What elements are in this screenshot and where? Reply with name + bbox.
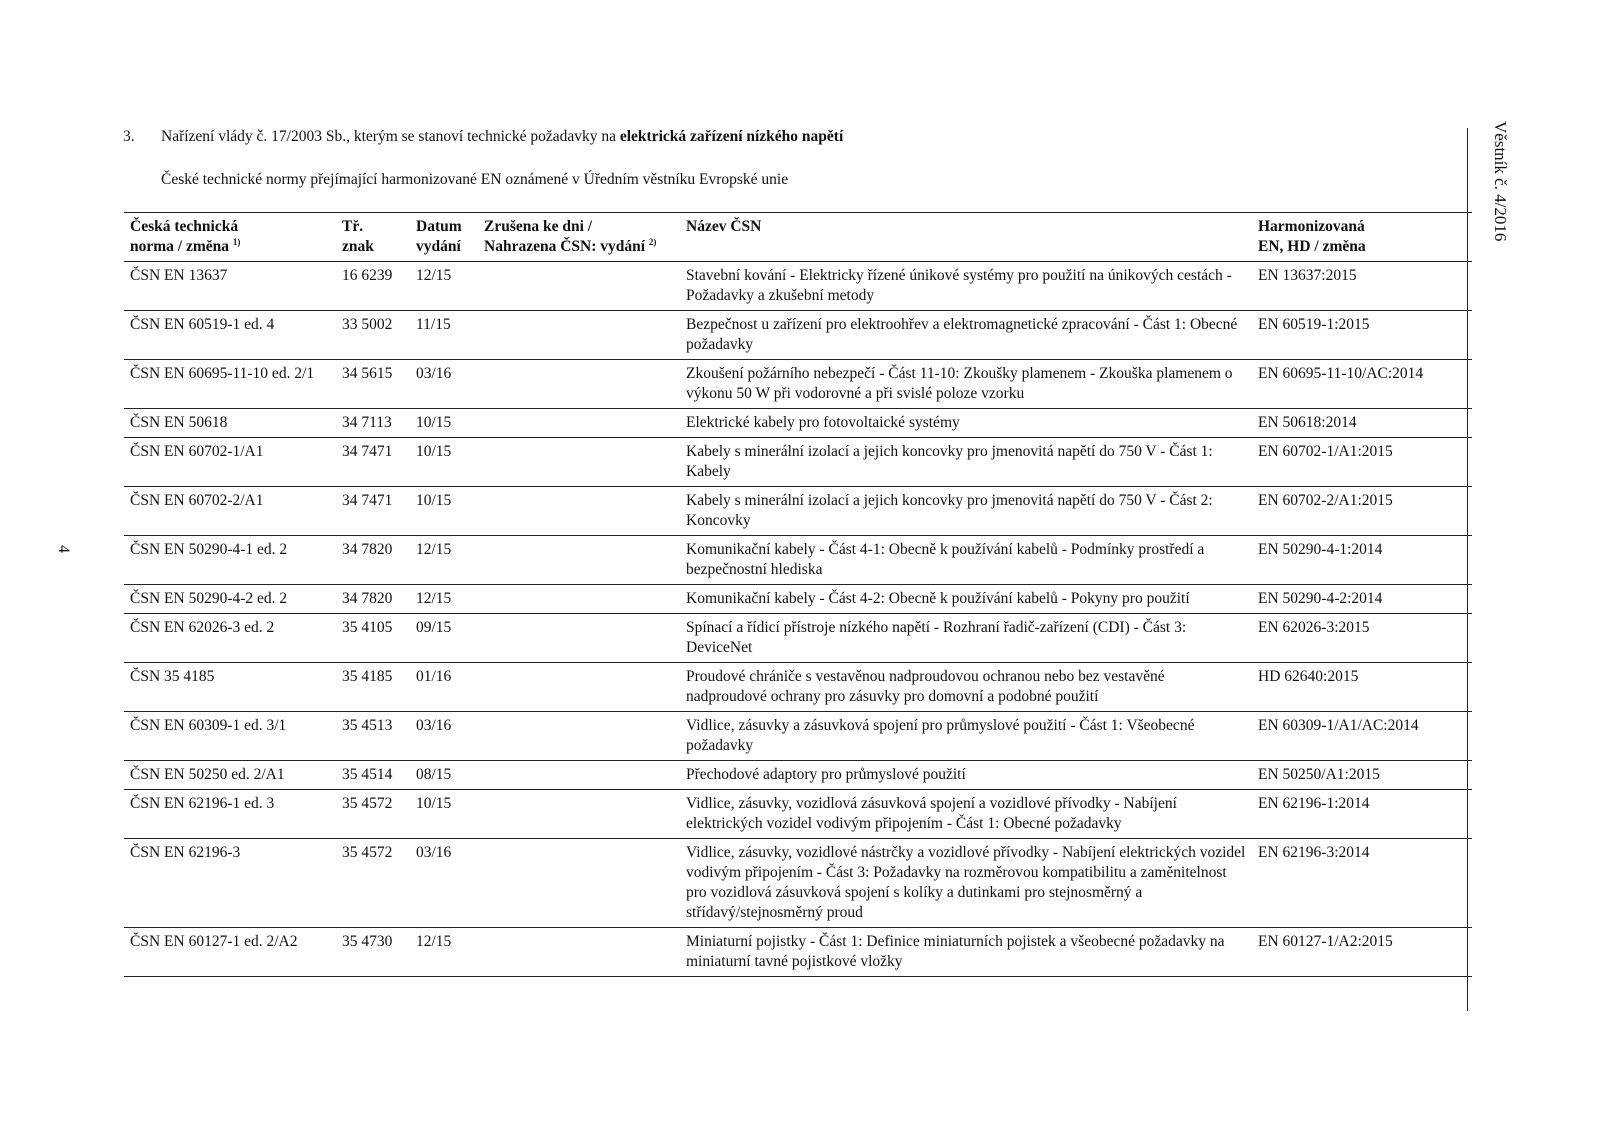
cell-datum: 10/15	[410, 487, 478, 536]
cell-harmonizovana: EN 62196-3:2014	[1252, 839, 1472, 928]
cell-harmonizovana: HD 62640:2015	[1252, 663, 1472, 712]
cell-norma: ČSN EN 62196-3	[124, 839, 336, 928]
cell-datum: 10/15	[410, 409, 478, 438]
cell-nazev: Vidlice, zásuvky, vozidlové nástrčky a vozidlové přívodky - Nabíjení elektrických vozidel vodivým připojením - Část 3: Požadavky na rozměrovou kompatibilitu a zaměnitelnost pro vozidlová zásuvková spojení s kolíky a dutinkami pro stejnosměrný a střídavý/stejnosměrný proud	[680, 839, 1252, 928]
table-row	[124, 360, 1472, 409]
cell-datum: 03/16	[410, 839, 478, 928]
cell-nazev: Kabely s minerální izolací a jejich koncovky pro jmenovitá napětí do 750 V - Část 1: Kabely	[680, 438, 1252, 487]
cell-trida: 35 4572	[336, 839, 410, 928]
cell-harmonizovana: EN 60702-1/A1:2015	[1252, 438, 1472, 487]
section-number: 3.	[123, 128, 135, 145]
header-zrusena-footnote: 2)	[648, 236, 657, 247]
header-harm-line1: Harmonizovaná	[1258, 218, 1365, 235]
cell-trida: 35 4514	[336, 761, 410, 790]
cell-nazev: Elektrické kabely pro fotovoltaické systémy	[680, 409, 1252, 438]
cell-nazev: Vidlice, zásuvky a zásuvková spojení pro průmyslové použití - Část 1: Všeobecné požadavky	[680, 712, 1252, 761]
cell-harmonizovana: EN 50618:2014	[1252, 409, 1472, 438]
table-row	[124, 663, 1472, 712]
cell-harmonizovana: EN 50290-4-2:2014	[1252, 585, 1472, 614]
table-row	[124, 438, 1472, 487]
cell-datum: 10/15	[410, 438, 478, 487]
cell-harmonizovana: EN 60695-11-10/AC:2014	[1252, 360, 1472, 409]
cell-zrusena	[478, 614, 680, 663]
cell-norma: ČSN EN 13637	[124, 262, 336, 311]
cell-nazev: Komunikační kabely - Část 4-2: Obecně k používání kabelů - Pokyny pro použití	[680, 585, 1252, 614]
cell-nazev: Stavební kování - Elektricky řízené únikové systémy pro použití na únikových cestách - Požadavky a zkušební metody	[680, 262, 1252, 311]
cell-datum: 12/15	[410, 536, 478, 585]
cell-nazev: Miniaturní pojistky - Část 1: Definice miniaturních pojistek a všeobecné požadavky na miniaturní tavné pojistkové vložky	[680, 928, 1252, 977]
cell-zrusena	[478, 839, 680, 928]
table-row	[124, 311, 1472, 360]
cell-norma: ČSN EN 62026-3 ed. 2	[124, 614, 336, 663]
page-number-text: 4	[55, 545, 72, 553]
cell-nazev: Zkoušení požárního nebezpečí - Část 11-10: Zkoušky plamenem - Zkouška plamenem o výkonu 50 W při vodorovné a při svislé poloze vzorku	[680, 360, 1252, 409]
header-datum-line1: Datum	[416, 218, 462, 235]
cell-norma: ČSN EN 60309-1 ed. 3/1	[124, 712, 336, 761]
cell-zrusena	[478, 311, 680, 360]
cell-harmonizovana: EN 13637:2015	[1252, 262, 1472, 311]
cell-zrusena	[478, 761, 680, 790]
cell-nazev: Bezpečnost u zařízení pro elektroohřev a elektromagnetické zpracování - Část 1: Obecné požadavky	[680, 311, 1252, 360]
table-row	[124, 487, 1472, 536]
cell-trida: 34 7471	[336, 487, 410, 536]
cell-zrusena	[478, 790, 680, 839]
header-norma	[124, 213, 336, 262]
table-row	[124, 536, 1472, 585]
cell-datum: 03/16	[410, 360, 478, 409]
cell-datum: 10/15	[410, 790, 478, 839]
cell-harmonizovana: EN 50290-4-1:2014	[1252, 536, 1472, 585]
cell-nazev: Vidlice, zásuvky, vozidlová zásuvková spojení a vozidlové přívodky - Nabíjení elektrických vozidel vodivým připojením - Část 1: Obecné požadavky	[680, 790, 1252, 839]
cell-trida: 34 7113	[336, 409, 410, 438]
table-row	[124, 928, 1472, 977]
cell-norma: ČSN EN 62196-1 ed. 3	[124, 790, 336, 839]
table-row	[124, 839, 1472, 928]
cell-harmonizovana: EN 60309-1/A1/AC:2014	[1252, 712, 1472, 761]
cell-harmonizovana: EN 60702-2/A1:2015	[1252, 487, 1472, 536]
cell-datum: 08/15	[410, 761, 478, 790]
header-norma-line1: Česká technická	[130, 218, 239, 235]
header-harm-line2: EN, HD / změna	[1258, 238, 1366, 255]
table-row	[124, 790, 1472, 839]
section-subheading: České technické normy přejímající harmonizované EN oznámené v Úředním věstníku Evropské unie	[161, 171, 789, 188]
header-zrusena-line2: Nahrazena ČSN: vydání	[484, 238, 646, 255]
cell-nazev: Komunikační kabely - Část 4-1: Obecně k používání kabelů - Podmínky prostředí a bezpečnostní hlediska	[680, 536, 1252, 585]
cell-norma: ČSN EN 50250 ed. 2/A1	[124, 761, 336, 790]
cell-norma: ČSN EN 60702-2/A1	[124, 487, 336, 536]
cell-zrusena	[478, 409, 680, 438]
header-datum-line2: vydání	[416, 238, 461, 255]
table-row	[124, 712, 1472, 761]
section-heading-bold: elektrická zařízení nízkého napětí	[619, 128, 844, 145]
cell-datum: 12/15	[410, 928, 478, 977]
cell-datum: 09/15	[410, 614, 478, 663]
cell-datum: 12/15	[410, 262, 478, 311]
cell-zrusena	[478, 928, 680, 977]
cell-trida: 35 4185	[336, 663, 410, 712]
cell-trida: 34 5615	[336, 360, 410, 409]
cell-datum: 11/15	[410, 311, 478, 360]
header-zrusena	[478, 213, 680, 262]
cell-norma: ČSN EN 60702-1/A1	[124, 438, 336, 487]
cell-norma: ČSN EN 60695-11-10 ed. 2/1	[124, 360, 336, 409]
table-row	[124, 614, 1472, 663]
table-row	[124, 409, 1472, 438]
cell-zrusena	[478, 585, 680, 614]
cell-norma: ČSN EN 50618	[124, 409, 336, 438]
cell-norma: ČSN EN 50290-4-1 ed. 2	[124, 536, 336, 585]
cell-zrusena	[478, 712, 680, 761]
cell-nazev: Přechodové adaptory pro průmyslové použití	[680, 761, 1252, 790]
table-body	[124, 262, 1472, 977]
cell-trida: 35 4730	[336, 928, 410, 977]
cell-zrusena	[478, 262, 680, 311]
table-row	[124, 761, 1472, 790]
header-tr-line1: Tř.	[342, 218, 364, 235]
table-header	[124, 213, 1472, 262]
table-row	[124, 262, 1472, 311]
header-tr	[336, 213, 410, 262]
page-number	[56, 545, 72, 561]
cell-trida: 35 4572	[336, 790, 410, 839]
cell-trida: 34 7471	[336, 438, 410, 487]
cell-datum: 01/16	[410, 663, 478, 712]
cell-harmonizovana: EN 62196-1:2014	[1252, 790, 1472, 839]
norms-table	[124, 212, 1472, 977]
cell-trida: 16 6239	[336, 262, 410, 311]
journal-issue-label	[1488, 121, 1512, 281]
cell-datum: 12/15	[410, 585, 478, 614]
cell-norma: ČSN EN 50290-4-2 ed. 2	[124, 585, 336, 614]
cell-nazev: Spínací a řídicí přístroje nízkého napětí - Rozhraní řadič-zařízení (CDI) - Část 3: DeviceNet	[680, 614, 1252, 663]
header-datum	[410, 213, 478, 262]
cell-nazev: Proudové chrániče s vestavěnou nadproudovou ochranou nebo bez vestavěné nadproudové ochrany pro zásuvky pro domovní a podobné použití	[680, 663, 1252, 712]
header-tr-line2: znak	[342, 238, 374, 255]
cell-trida: 34 7820	[336, 536, 410, 585]
cell-harmonizovana: EN 62026-3:2015	[1252, 614, 1472, 663]
cell-harmonizovana: EN 60127-1/A2:2015	[1252, 928, 1472, 977]
cell-nazev: Kabely s minerální izolací a jejich koncovky pro jmenovitá napětí do 750 V - Část 2: Koncovky	[680, 487, 1252, 536]
cell-zrusena	[478, 360, 680, 409]
cell-norma: ČSN EN 60127-1 ed. 2/A2	[124, 928, 336, 977]
cell-zrusena	[478, 438, 680, 487]
cell-norma: ČSN EN 60519-1 ed. 4	[124, 311, 336, 360]
section-heading	[123, 128, 843, 146]
header-nazev: Název ČSN	[680, 213, 1252, 262]
header-norma-footnote: 1)	[232, 236, 241, 247]
cell-trida: 35 4105	[336, 614, 410, 663]
cell-harmonizovana: EN 50250/A1:2015	[1252, 761, 1472, 790]
cell-norma: ČSN 35 4185	[124, 663, 336, 712]
header-zrusena-line1: Zrušena ke dni /	[484, 218, 593, 235]
header-norma-line2: norma / změna	[130, 238, 230, 255]
cell-datum: 03/16	[410, 712, 478, 761]
cell-zrusena	[478, 663, 680, 712]
cell-trida: 35 4513	[336, 712, 410, 761]
cell-trida: 34 7820	[336, 585, 410, 614]
section-heading-text: Nařízení vlády č. 17/2003 Sb., kterým se stanoví technické požadavky na	[161, 128, 620, 145]
journal-issue-text: Věstník č. 4/2016	[1491, 121, 1510, 242]
cell-trida: 33 5002	[336, 311, 410, 360]
cell-zrusena	[478, 487, 680, 536]
cell-harmonizovana: EN 60519-1:2015	[1252, 311, 1472, 360]
cell-zrusena	[478, 536, 680, 585]
table-row	[124, 585, 1472, 614]
header-harmonizovana	[1252, 213, 1472, 262]
